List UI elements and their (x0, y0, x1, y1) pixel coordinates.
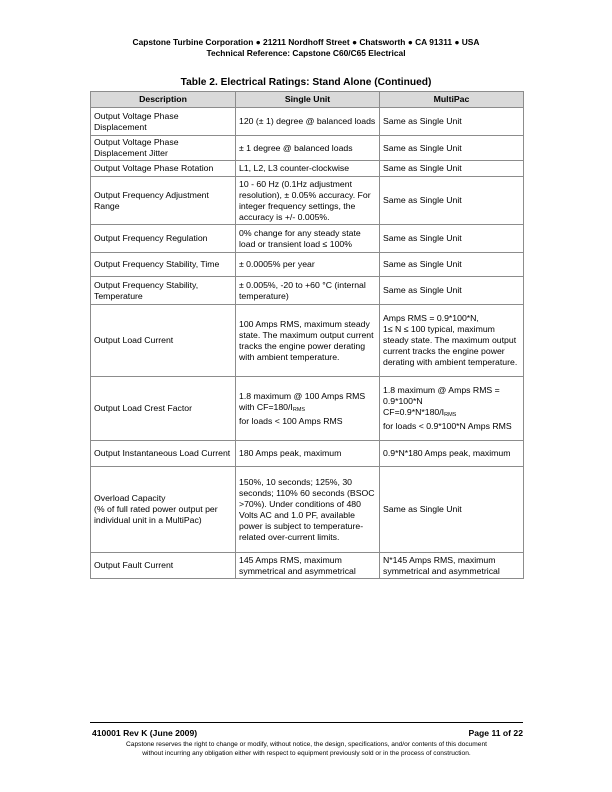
table-row (91, 108, 524, 136)
table-row (91, 441, 524, 467)
description-cell (91, 553, 236, 579)
cell-text-line (239, 179, 376, 223)
cell-text-line (383, 313, 520, 324)
multipac-cell (380, 305, 524, 377)
table-row (91, 161, 524, 177)
cell-text-line (94, 233, 232, 244)
single-unit-cell (236, 553, 380, 579)
multipac-cell (380, 377, 524, 441)
multipac-cell (380, 161, 524, 177)
cell-text: 1.8 maximum @ Amps RMS = 0.9*100*N (383, 385, 500, 406)
cell-text-line (383, 324, 520, 368)
table-row (91, 377, 524, 441)
cell-text-line (383, 116, 520, 127)
cell-text: Same as Single Unit (383, 233, 462, 243)
cell-text-line (383, 504, 520, 515)
cell-text-line (239, 477, 376, 543)
single-unit-cell (236, 441, 380, 467)
column-header-description: Description (91, 92, 236, 108)
cell-text-line (383, 143, 520, 154)
cell-text-line (94, 163, 232, 174)
cell-text-line (383, 448, 520, 459)
description-cell (91, 441, 236, 467)
cell-text-line (239, 391, 376, 416)
description-cell (91, 467, 236, 553)
single-unit-cell (236, 467, 380, 553)
cell-text-line (94, 280, 232, 302)
description-cell (91, 377, 236, 441)
multipac-cell (380, 467, 524, 553)
cell-text-line (383, 163, 520, 174)
cell-text: Same as Single Unit (383, 285, 462, 295)
cell-text-line (383, 233, 520, 244)
company-address-line: Capstone Turbine Corporation ● 21211 Nordhoff Street ● Chatsworth ● CA 91311 ● USA (132, 37, 480, 47)
cell-text-line (94, 493, 232, 504)
cell-text: (% of full rated power output per individual unit in a MultiPac) (94, 504, 218, 525)
table-row (91, 177, 524, 225)
single-unit-cell (236, 377, 380, 441)
cell-text: ± 1 degree @ balanced loads (239, 142, 353, 153)
cell-text: Output Voltage Phase Displacement Jitter (94, 137, 179, 158)
cell-text-line (94, 448, 232, 459)
cell-text-line (239, 116, 376, 127)
cell-text-line (239, 416, 376, 427)
cell-text: 100 Amps RMS, maximum steady state. The maximum output current tracks the engine power derating with ambient temperature. (239, 318, 374, 362)
cell-text-line (383, 259, 520, 270)
rms-subscript: RMS (444, 412, 457, 418)
cell-text: 1.8 maximum @ 100 Amps RMS with CF=180/I (239, 390, 366, 412)
cell-text: 150%, 10 seconds; 125%, 30 seconds; 110% 60 seconds (BSOC >70%). Under conditions of 480 Volts AC and 1.0 PF, available power is subject to temperature-related over-current limits. (239, 476, 375, 542)
cell-text-line (239, 448, 376, 459)
single-unit-cell (236, 225, 380, 253)
single-unit-cell (236, 136, 380, 161)
cell-text-line (94, 137, 232, 159)
table-caption: Table 2. Electrical Ratings: Stand Alone (Continued) (180, 77, 432, 88)
disclaimer-line: without incurring any obligation either with respect to equipment previously sold or in the process of construction. (142, 750, 471, 757)
cell-text-line (239, 280, 376, 302)
document-revision: 410001 Rev K (June 2009) (92, 728, 198, 738)
cell-text-line (383, 285, 520, 296)
multipac-cell (380, 553, 524, 579)
cell-text: Output Voltage Phase Displacement (94, 110, 179, 132)
multipac-cell (380, 177, 524, 225)
single-unit-cell (236, 277, 380, 305)
table-row (91, 305, 524, 377)
cell-text: for loads < 100 Amps RMS (239, 415, 343, 426)
cell-text-line (239, 319, 376, 363)
single-unit-cell (236, 177, 380, 225)
cell-text: 145 Amps RMS, maximum symmetrical and asymmetrical (239, 554, 356, 576)
table-row (91, 277, 524, 305)
disclaimer-line: Capstone reserves the right to change or modify, without notice, the design, specifications, and/or contents of this document (126, 741, 487, 748)
single-unit-cell (236, 305, 380, 377)
multipac-cell (380, 277, 524, 305)
cell-text-line (383, 407, 520, 421)
cell-text: Output Load Current (94, 335, 174, 345)
cell-text: Same as Single Unit (383, 163, 462, 173)
cell-text-line (94, 259, 232, 270)
cell-text: ± 0.0005% per year (239, 259, 315, 269)
electrical-ratings-table (90, 91, 524, 579)
cell-text-line (94, 403, 232, 414)
cell-text: Output Fault Current (94, 560, 174, 570)
cell-text: ± 0.005%, -20 to +60 °C (internal temperature) (239, 279, 366, 301)
cell-text: 0% change for any steady state load or transient load ≤ 100% (239, 227, 361, 249)
cell-text: L1, L2, L3 counter-clockwise (239, 163, 350, 173)
multipac-cell (380, 441, 524, 467)
cell-text-line (94, 111, 232, 133)
single-unit-cell (236, 108, 380, 136)
cell-text: CF=0.9*N*180/I (383, 407, 445, 417)
cell-text: Same as Single Unit (383, 195, 462, 205)
table-row (91, 136, 524, 161)
cell-text-line (94, 335, 232, 346)
cell-text-line (94, 504, 232, 526)
cell-text: 120 (± 1) degree @ balanced loads (239, 116, 376, 126)
table-row (91, 467, 524, 553)
table-row (91, 553, 524, 579)
cell-text-line (239, 228, 376, 250)
cell-text-line (239, 259, 376, 270)
cell-text: 0.9*N*180 Amps peak, maximum (383, 448, 511, 458)
cell-text: 1≤ N ≤ 100 typical, maximum steady state. The maximum output current tracks the engine power derating with ambient temperature. (383, 324, 518, 367)
cell-text-line (94, 560, 232, 571)
rms-subscript: RMS (292, 406, 306, 413)
cell-text-line (383, 385, 520, 407)
single-unit-cell (236, 253, 380, 277)
cell-text: Output Frequency Regulation (94, 233, 208, 243)
multipac-cell (380, 225, 524, 253)
cell-text: Output Frequency Stability, Temperature (94, 279, 199, 301)
cell-text: N*145 Amps RMS, maximum symmetrical and asymmetrical (383, 554, 500, 576)
description-cell (91, 253, 236, 277)
cell-text-line (239, 163, 376, 174)
cell-text-line (383, 195, 520, 206)
cell-text: Output Voltage Phase Rotation (94, 163, 214, 173)
cell-text: Same as Single Unit (383, 259, 462, 269)
multipac-cell (380, 136, 524, 161)
cell-text: Output Frequency Adjustment Range (94, 189, 209, 211)
table-row (91, 253, 524, 277)
cell-text: Amps RMS = 0.9*100*N, (383, 313, 479, 323)
description-cell (91, 108, 236, 136)
cell-text: Same as Single Unit (383, 142, 462, 153)
cell-text-line (94, 190, 232, 212)
description-cell (91, 161, 236, 177)
cell-text: 10 - 60 Hz (0.1Hz adjustment resolution), ± 0.05% accuracy. For integer frequency settings, the accuracy is +/- 0.005%. (239, 178, 371, 222)
description-cell (91, 225, 236, 253)
cell-text-line (383, 555, 520, 577)
multipac-cell (380, 108, 524, 136)
cell-text: 180 Amps peak, maximum (239, 448, 342, 458)
cell-text: for loads < 0.9*100*N Amps RMS (383, 421, 512, 431)
cell-text: Output Frequency Stability, Time (94, 259, 220, 269)
footer-rule (90, 722, 523, 723)
description-cell (91, 305, 236, 377)
footer-disclaimer (90, 740, 523, 758)
column-header-single-unit: Single Unit (236, 92, 380, 108)
cell-text: Output Load Crest Factor (94, 403, 193, 413)
table-header-row (91, 92, 524, 108)
description-cell (91, 277, 236, 305)
cell-text: Overload Capacity (94, 493, 166, 503)
table-row (91, 225, 524, 253)
cell-text: Output Instantaneous Load Current (94, 448, 231, 458)
page-header (0, 37, 612, 59)
description-cell (91, 177, 236, 225)
single-unit-cell (236, 161, 380, 177)
cell-text: Same as Single Unit (383, 504, 462, 514)
cell-text-line (383, 421, 520, 432)
cell-text-line (239, 143, 376, 154)
cell-text: Same as Single Unit (383, 116, 462, 126)
page-number: Page 11 of 22 (468, 728, 523, 738)
description-cell (91, 136, 236, 161)
multipac-cell (380, 253, 524, 277)
cell-text-line (239, 555, 376, 577)
column-header-multipac: MultiPac (380, 92, 524, 108)
technical-reference-line: Technical Reference: Capstone C60/C65 Electrical (206, 48, 406, 58)
